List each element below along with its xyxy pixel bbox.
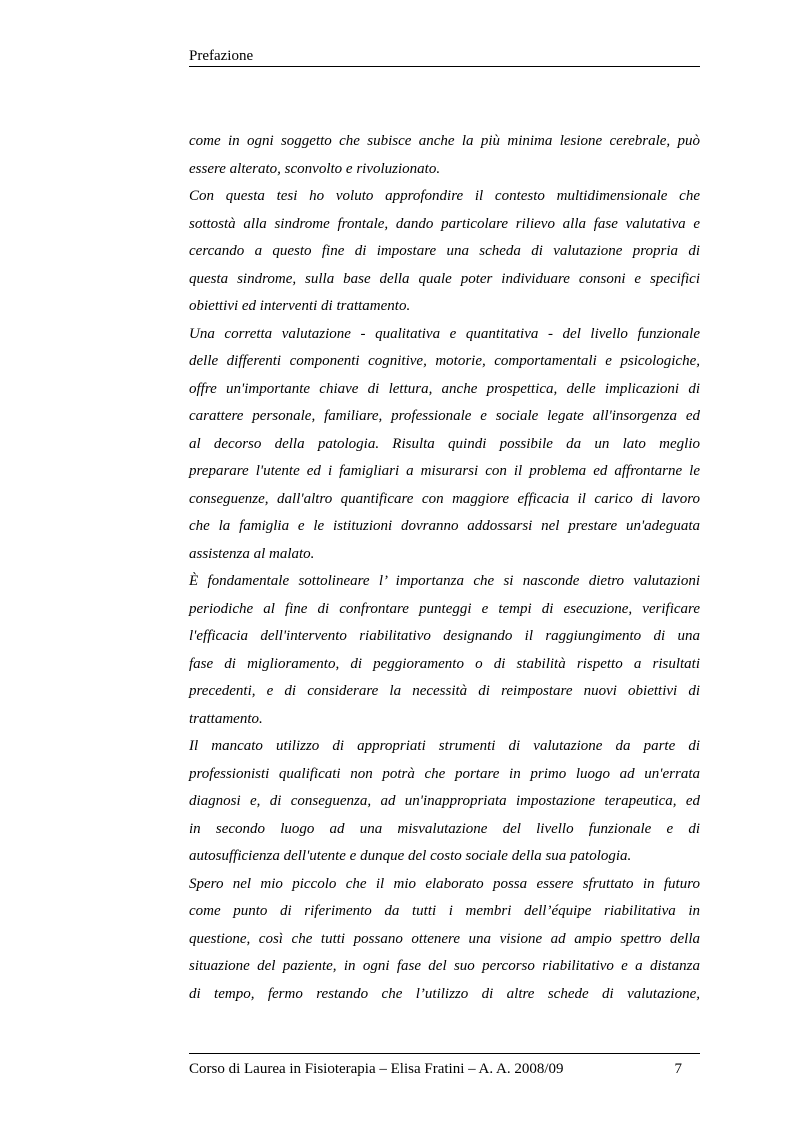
text-line: fase di miglioramento, di peggioramento o di stabilità rispetto a risultati: [189, 655, 700, 672]
text-line: come punto di riferimento da tutti i membri dell’équipe riabilitativa in: [189, 903, 700, 919]
text-line: professionisti qualificati non potrà che portare in primo luogo ad un'errata: [189, 765, 700, 782]
text-line: periodiche al fine di confrontare punteggi e tempi di esecuzione, verificare: [189, 600, 700, 617]
text-line: Spero nel mio piccolo che il mio elaborato possa essere sfruttato in futuro: [189, 875, 700, 892]
text-line: preparare l'utente ed i famigliari a misurarsi con il problema ed affrontarne le: [189, 463, 700, 479]
text-line: sottostà alla sindrome frontale, dando particolare rilievo alla fase valutativa e: [189, 215, 700, 232]
text-line: precedenti, e di considerare la necessità di reimpostare nuovi obiettivi di: [189, 683, 700, 699]
text-line: cercando a questo fine di impostare una scheda di valutazione propria di: [189, 243, 700, 259]
text-line: questa sindrome, sulla base della quale poter individuare consoni e specifici: [189, 270, 700, 287]
text-line: essere alterato, sconvolto e rivoluzionato.: [189, 160, 441, 177]
text-line: che la famiglia e le istituzioni dovranno addossarsi nel prestare un'adeguata: [189, 518, 700, 534]
section-title: Prefazione: [189, 48, 254, 64]
page-footer: [189, 1053, 700, 1084]
text-line: di tempo, fermo restando che l’utilizzo di altre schede di valutazione,: [189, 985, 700, 1002]
text-line: in secondo luogo ad una misvalutazione del livello funzionale e di: [189, 820, 700, 837]
footer-text: Corso di Laurea in Fisioterapia – Elisa Fratini – A. A. 2008/09: [189, 1061, 564, 1077]
text-line: assistenza al malato.: [189, 545, 315, 562]
text-line: l'efficacia dell'intervento riabilitativo designando il raggiungimento di una: [189, 628, 700, 644]
text-line: Il mancato utilizzo di appropriati strumenti di valutazione da parte di: [189, 738, 700, 754]
text-line: diagnosi e, di conseguenza, ad un'inappropriata impostazione terapeutica, ed: [189, 793, 700, 809]
text-line: carattere personale, familiare, professionale e sociale legate all'insorgenza ed: [189, 408, 700, 424]
text-line: al decorso della patologia. Risulta quindi possibile da un lato meglio: [189, 435, 700, 452]
text-line: trattamento.: [189, 710, 263, 727]
body-text: [189, 128, 700, 1008]
text-line: come in ogni soggetto che subisce anche la più minima lesione cerebrale, può: [189, 133, 700, 149]
text-line: obiettivi ed interventi di trattamento.: [189, 298, 411, 314]
text-line: conseguenze, dall'altro quantificare con maggiore efficacia il carico di lavoro: [189, 490, 700, 507]
page-header: [189, 46, 700, 67]
text-line: questione, così che tutti possano ottenere una visione ad ampio spettro della: [189, 930, 700, 947]
text-line: autosufficienza dell'utente e dunque del costo sociale della sua patologia.: [189, 848, 632, 864]
text-line: È fondamentale sottolineare l’ importanza che si nasconde dietro valutazioni: [189, 573, 700, 589]
text-line: offre un'importante chiave di lettura, anche prospettica, delle implicazioni di: [189, 380, 700, 397]
text-line: delle differenti componenti cognitive, motorie, comportamentali e psicologiche,: [189, 353, 700, 369]
text-line: Una corretta valutazione - qualitativa e quantitativa - del livello funzionale: [189, 325, 700, 342]
page-number: 7: [674, 1061, 682, 1077]
text-line: situazione del paziente, in ogni fase del suo percorso riabilitativo e a distanza: [189, 958, 700, 974]
text-line: Con questa tesi ho voluto approfondire il contesto multidimensionale che: [189, 188, 700, 204]
